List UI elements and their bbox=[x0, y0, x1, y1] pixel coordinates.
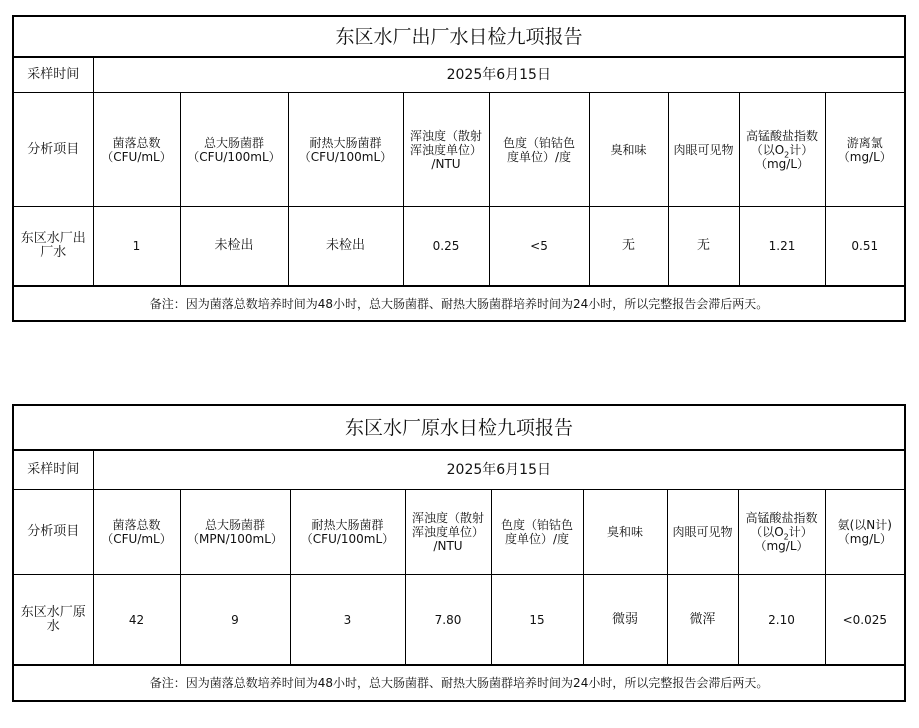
header-colony-count: 菌落总数 （CFU/mL） bbox=[93, 490, 180, 575]
header-permanganate-unit: （mg/L） bbox=[754, 156, 810, 171]
sample-time-label: 采样时间 bbox=[13, 450, 93, 490]
value-color: 15 bbox=[491, 575, 583, 666]
row-label: 东区水厂原 水 bbox=[13, 575, 93, 666]
header-turbidity: 浑浊度（散射 浑浊度单位） /NTU bbox=[405, 490, 491, 575]
value-free-chlorine: 0.51 bbox=[825, 207, 905, 287]
header-turbidity: 浑浊度（散射 浑浊度单位） /NTU bbox=[403, 93, 489, 207]
header-visible-matter: 肉眼可见物 bbox=[667, 490, 738, 575]
report-note: 备注：因为菌落总数培养时间为48小时，总大肠菌群、耐热大肠菌群培养时间为24小时，所以完整报告会滞后两天。 bbox=[13, 286, 905, 321]
value-turbidity: 7.80 bbox=[405, 575, 491, 666]
report-title: 东区水厂原水日检九项报告 bbox=[13, 405, 905, 450]
header-permanganate-index bbox=[739, 93, 825, 207]
header-permanganate-unit: （mg/L） bbox=[754, 539, 809, 553]
header-permanganate-close: 计） bbox=[788, 525, 813, 539]
header-permanganate-open: （以O bbox=[750, 142, 785, 157]
value-colony-count: 1 bbox=[93, 207, 180, 287]
header-permanganate-sub: 2 bbox=[784, 149, 790, 159]
header-permanganate-main: 高锰酸盐指数 bbox=[745, 511, 818, 525]
header-permanganate-close: 计） bbox=[789, 142, 814, 157]
header-visible-matter: 肉眼可见物 bbox=[668, 93, 739, 207]
value-ammonia-nitrogen: <0.025 bbox=[825, 575, 905, 666]
sample-date: 2025年6月15日 bbox=[93, 450, 905, 490]
header-free-chlorine: 游离氯 （mg/L） bbox=[825, 93, 905, 207]
value-odor-taste: 微弱 bbox=[583, 575, 667, 666]
header-permanganate-sub: 2 bbox=[783, 532, 789, 542]
value-total-coliform: 未检出 bbox=[180, 207, 288, 287]
header-permanganate-open: （以O bbox=[750, 525, 784, 539]
header-permanganate-main: 高锰酸盐指数 bbox=[745, 128, 818, 143]
value-odor-taste: 无 bbox=[589, 207, 668, 287]
header-odor-taste: 臭和味 bbox=[583, 490, 667, 575]
value-visible-matter: 无 bbox=[668, 207, 739, 287]
header-permanganate-index bbox=[738, 490, 825, 575]
header-odor-taste: 臭和味 bbox=[589, 93, 668, 207]
sample-date: 2025年6月15日 bbox=[93, 57, 905, 93]
value-color: <5 bbox=[489, 207, 589, 287]
value-total-coliform: 9 bbox=[180, 575, 290, 666]
report-title: 东区水厂出厂水日检九项报告 bbox=[13, 16, 905, 57]
value-visible-matter: 微浑 bbox=[667, 575, 738, 666]
value-permanganate-index: 2.10 bbox=[738, 575, 825, 666]
row-label: 东区水厂出 厂水 bbox=[13, 207, 93, 287]
analysis-item-label: 分析项目 bbox=[13, 490, 93, 575]
header-thermotolerant-coliform: 耐热大肠菌群 （CFU/100mL） bbox=[290, 490, 405, 575]
header-thermotolerant-coliform: 耐热大肠菌群 （CFU/100mL） bbox=[288, 93, 403, 207]
header-total-coliform: 总大肠菌群 （MPN/100mL） bbox=[180, 490, 290, 575]
finished-water-report-table bbox=[12, 15, 906, 322]
value-colony-count: 42 bbox=[93, 575, 180, 666]
value-thermotolerant-coliform: 3 bbox=[290, 575, 405, 666]
header-colony-count: 菌落总数 （CFU/mL） bbox=[93, 93, 180, 207]
header-color: 色度（铂钴色 度单位）/度 bbox=[491, 490, 583, 575]
header-color: 色度（铂钴色 度单位）/度 bbox=[489, 93, 589, 207]
analysis-item-label: 分析项目 bbox=[13, 93, 93, 207]
header-ammonia-nitrogen: 氨(以N计) （mg/L） bbox=[825, 490, 905, 575]
sample-time-label: 采样时间 bbox=[13, 57, 93, 93]
header-total-coliform: 总大肠菌群 （CFU/100mL） bbox=[180, 93, 288, 207]
value-permanganate-index: 1.21 bbox=[739, 207, 825, 287]
value-thermotolerant-coliform: 未检出 bbox=[288, 207, 403, 287]
value-turbidity: 0.25 bbox=[403, 207, 489, 287]
report-note: 备注：因为菌落总数培养时间为48小时，总大肠菌群、耐热大肠菌群培养时间为24小时，所以完整报告会滞后两天。 bbox=[13, 665, 905, 701]
raw-water-report-table bbox=[12, 404, 906, 702]
